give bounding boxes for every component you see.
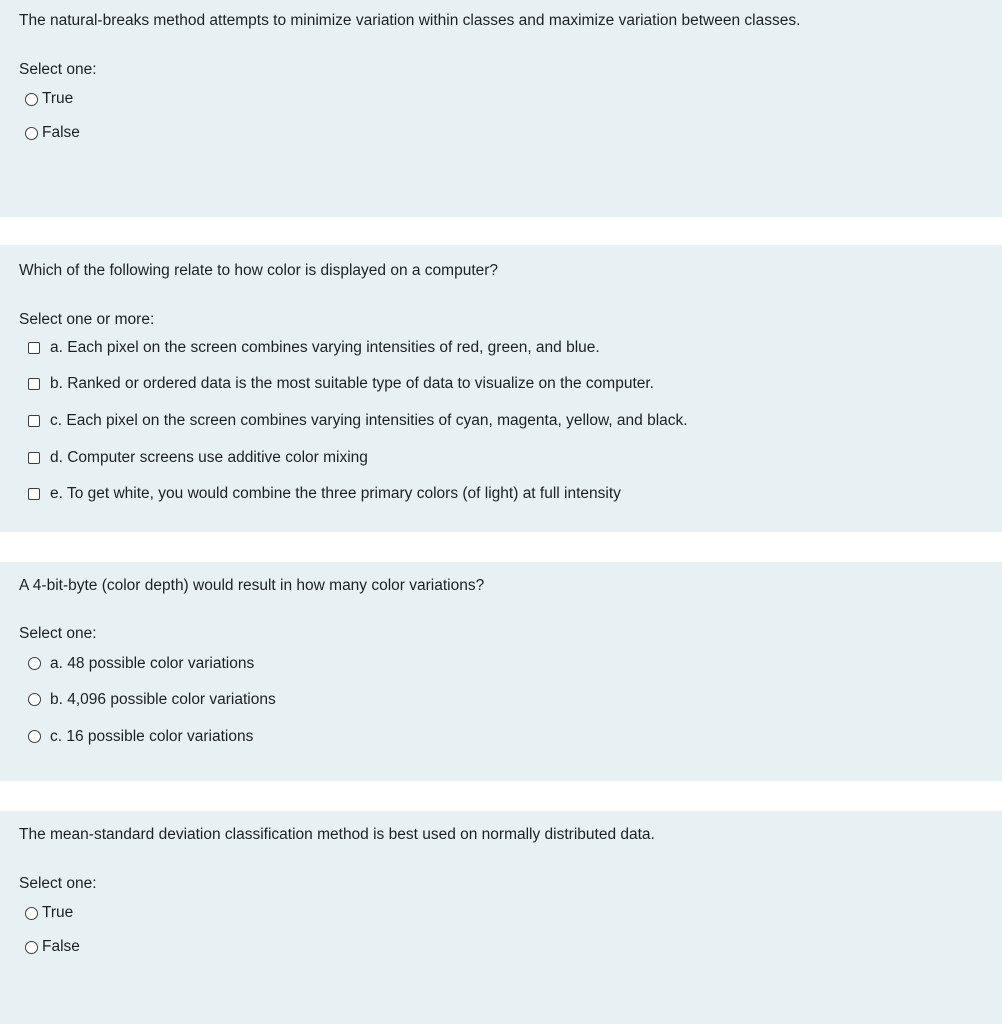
option-label-e[interactable]: e. To get white, you would combine the three primary colors (of light) at full intensity — [50, 485, 621, 502]
option-label-a[interactable]: a. 48 possible color variations — [50, 655, 255, 672]
radio-option-c[interactable] — [28, 730, 41, 743]
option-label-c[interactable]: c. 16 possible color variations — [50, 728, 254, 745]
radio-false[interactable] — [25, 941, 38, 954]
question-text: The mean-standard deviation classification method is best used on normally distributed data. — [19, 826, 655, 843]
option-label-true[interactable]: True — [42, 90, 74, 107]
question-card-3 — [0, 562, 1002, 781]
question-card-1 — [0, 0, 1002, 217]
checkbox-option-d[interactable] — [28, 452, 40, 464]
select-prompt: Select one: — [19, 625, 97, 642]
option-label-false[interactable]: False — [42, 124, 80, 141]
question-text: The natural-breaks method attempts to minimize variation within classes and maximize variation between classes. — [19, 12, 801, 29]
question-text: A 4-bit-byte (color depth) would result in how many color variations? — [19, 577, 485, 594]
checkbox-option-e[interactable] — [28, 488, 40, 500]
option-label-true[interactable]: True — [42, 904, 74, 921]
radio-false[interactable] — [25, 127, 38, 140]
option-label-b[interactable]: b. 4,096 possible color variations — [50, 691, 276, 708]
select-prompt: Select one: — [19, 875, 97, 892]
radio-true[interactable] — [25, 93, 38, 106]
question-text: Which of the following relate to how color is displayed on a computer? — [19, 262, 499, 279]
radio-true[interactable] — [25, 907, 38, 920]
question-card-2 — [0, 245, 1002, 532]
option-label-d[interactable]: d. Computer screens use additive color mixing — [50, 449, 368, 466]
select-prompt: Select one: — [19, 61, 97, 78]
option-label-a[interactable]: a. Each pixel on the screen combines varying intensities of red, green, and blue. — [50, 339, 600, 356]
option-label-c[interactable]: c. Each pixel on the screen combines varying intensities of cyan, magenta, yellow, and black. — [50, 412, 688, 429]
option-label-false[interactable]: False — [42, 938, 80, 955]
checkbox-option-a[interactable] — [28, 342, 40, 354]
checkbox-option-b[interactable] — [28, 378, 40, 390]
radio-option-b[interactable] — [28, 693, 41, 706]
select-prompt: Select one or more: — [19, 311, 155, 328]
option-label-b[interactable]: b. Ranked or ordered data is the most suitable type of data to visualize on the computer. — [50, 375, 654, 392]
question-card-4 — [0, 811, 1002, 1024]
checkbox-option-c[interactable] — [28, 415, 40, 427]
radio-option-a[interactable] — [28, 657, 41, 670]
